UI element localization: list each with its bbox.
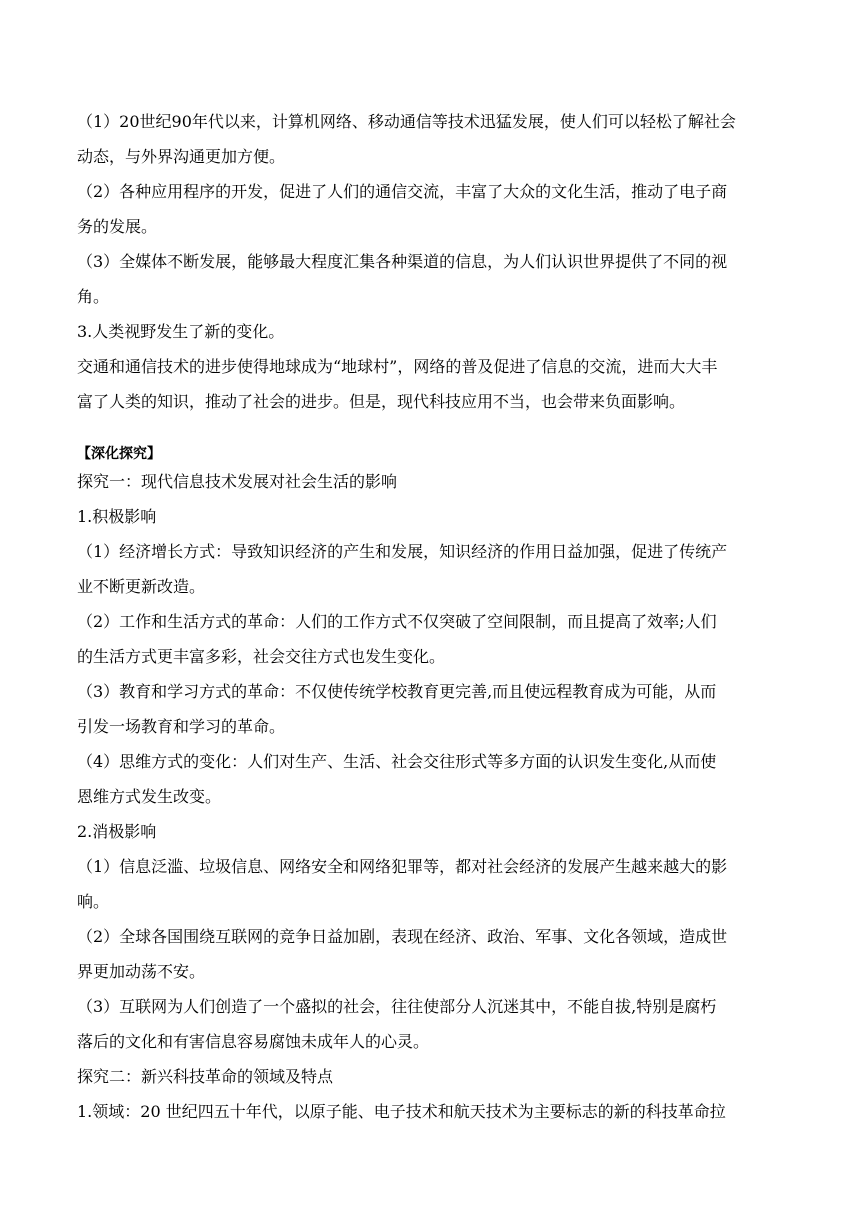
text-line: （3）互联网为人们创造了一个盛拟的社会，往往使部分人沉迷其中，不能自拔,特别是腐朽 (77, 997, 717, 1016)
text-line: 的生活方式更丰富多彩，社会交往方式也发生变化。 (77, 647, 446, 666)
text-line: 富了人类的知识，推动了社会的进步。但是，现代科技应用不当，也会带来负面影响。 (77, 392, 686, 411)
text-line: （2）全球各国围绕互联网的竞争日益加剧，表现在经济、政治、军事、文化各领域，造成世 (77, 927, 728, 946)
text-line: 1.领域：20 世纪四五十年代，以原子能、电子技术和航天技术为主要标志的新的科技革命拉 (77, 1102, 726, 1121)
text-line: 落后的文化和有害信息容易腐蚀未成年人的心灵。 (77, 1032, 430, 1051)
text-line: 务的发展。 (77, 217, 158, 236)
text-line: （2）各种应用程序的开发，促进了人们的通信交流，丰富了大众的文化生活，推动了电子商 (77, 182, 728, 201)
text-line: （1）经济增长方式：导致知识经济的产生和发展，知识经济的作用日益加强，促进了传统产 (77, 542, 728, 561)
section-heading: 【深化探究】 (77, 446, 161, 462)
text-line: 3.人类视野发生了新的变化。 (77, 322, 285, 341)
text-line: 业不断更新改造。 (77, 577, 206, 596)
text-line: （1）20世纪90年代以来，计算机网络、移动通信等技术迅猛发展，使人们可以轻松了解社会 (77, 112, 736, 131)
text-line: 引发一场教育和学习的革命。 (77, 717, 286, 736)
text-line: 探究二：新兴科技革命的领域及特点 (77, 1067, 334, 1086)
text-line: 2.消极影响 (77, 822, 157, 841)
text-line: （1）信息泛滥、垃圾信息、网络安全和网络犯罪等，都对社会经济的发展产生越来越大的影 (77, 857, 728, 876)
text-line: 界更加动荡不安。 (77, 962, 206, 981)
text-line: 恩维方式发生改变。 (77, 787, 222, 806)
text-line: 1.积极影响 (77, 507, 157, 526)
text-line: （3）教育和学习方式的革命：不仅使传统学校教育更完善,而且使远程教育成为可能，从而 (77, 682, 717, 701)
text-line: （3）全媒体不断发展，能够最大程度汇集各种渠道的信息，为人们认识世界提供了不同的视 (77, 252, 728, 271)
paragraph-gap (77, 419, 787, 437)
text-line: 响。 (77, 892, 110, 911)
text-line: 交通和通信技术的进步使得地球成为“地球村”，网络的普及促进了信息的交流，进而大大丰 (77, 357, 718, 376)
text-line: 角。 (77, 287, 110, 306)
document-page (77, 104, 787, 1129)
text-line: 动态，与外界沟通更加方便。 (77, 147, 286, 166)
text-line: （4）思维方式的变化：人们对生产、生活、社会交往形式等多方面的认识发生变化,从而使 (77, 752, 717, 771)
text-line: （2）工作和生活方式的革命：人们的工作方式不仅突破了空间限制，而且提高了效率;人们 (77, 612, 717, 631)
text-line: 探究一：现代信息技术发展对社会生活的影响 (77, 472, 398, 491)
